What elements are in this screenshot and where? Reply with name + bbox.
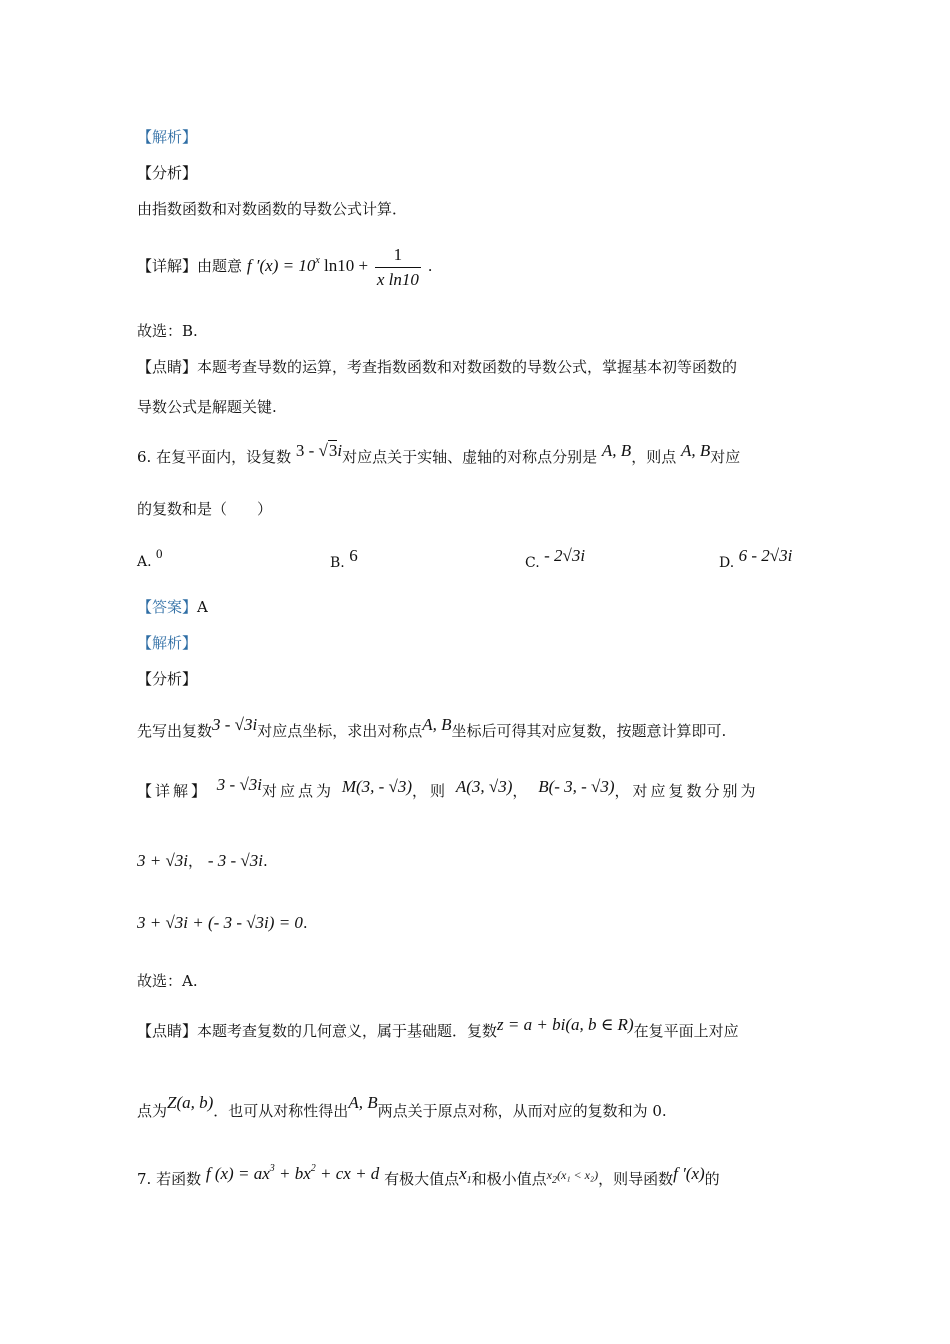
xiangjie-label: 【详解】 xyxy=(137,257,198,275)
dianjing-line2: 导数公式是解题关键. xyxy=(137,398,277,416)
q6-dianjing-line1: 【点睛】本题考查复数的几何意义，属于基础题．复数z = a + bi(a, b ∈ R)在复平面上对应 xyxy=(137,1015,739,1040)
derivative-formula: f $'(x) = 10^x$ ln10 + xyxy=(246,255,369,275)
fraction: $\frac{1}{\text{x ln10}}$ xyxy=(376,244,419,289)
fenxi-heading: 【分析】 xyxy=(137,164,198,182)
fenxi-text: 由指数函数和对数函数的导数公式计算． xyxy=(137,200,408,218)
q6-complex-pair: 3 + √3i， - 3 - √3i. xyxy=(137,851,268,870)
q6-fenxi: 【分析】 xyxy=(137,670,198,688)
option-c: C. - 2√3i xyxy=(525,546,586,571)
option-b: B. 6 xyxy=(330,546,358,571)
q7-stem-line1: 7. 若函数 f $(x) = ax^3 + bx^2$ + cx + d 有极大值点$x_1$和极小值点$^{x_2(x_1 < x_2)}$，则导函数f ′(x)的 xyxy=(137,1163,720,1188)
option-d: D. 6 - 2√3i xyxy=(719,546,793,571)
q6-guxuan: 故选：A. xyxy=(137,972,198,990)
q6-sum-equation: 3 + √3i + (- 3 - √3i) = 0. xyxy=(137,913,308,932)
dianjing-line1: 【点睛】本题考查导数的运算，考查指数函数和对数函数的导数公式，掌握基本初等函数的 xyxy=(137,358,738,376)
q6-stem-line2: 的复数和是（ ） xyxy=(137,500,273,518)
xiangjie-line xyxy=(137,236,432,292)
q6-dianjing-line2: 点为Z(a, b)．也可从对称性得出A, B两点关于原点对称，从而对应的复数和为 0. xyxy=(137,1093,667,1120)
xiangjie-pre: 由题意 xyxy=(197,257,243,275)
q6-fenxi-text: 先写出复数3 - √3i对应点坐标，求出对称点A, B坐标后可得其对应复数，按题意计算即可. xyxy=(137,715,727,740)
q6-stem-line1: 6. 在复平面内，设复数 3 - √3i对应点关于实轴、虚轴的对称点分别是 A, B，则点 A, B对应 xyxy=(137,441,741,466)
q6-jiexi: 【解析】 xyxy=(137,634,198,652)
guxuan-b: 故选：B. xyxy=(137,322,198,340)
end-dot: . xyxy=(427,257,433,275)
option-a: A. 0 xyxy=(137,546,163,570)
q6-xiangjie-line: 【详解】 3 - √3i对应点为 M(3, - √3)，则 A(3, √3)， B(- 3, - √3)，对应复数分别为 xyxy=(137,775,759,800)
q6-answer: 【答案】A xyxy=(137,598,208,616)
jiexi-heading: 【解析】 xyxy=(137,128,198,146)
